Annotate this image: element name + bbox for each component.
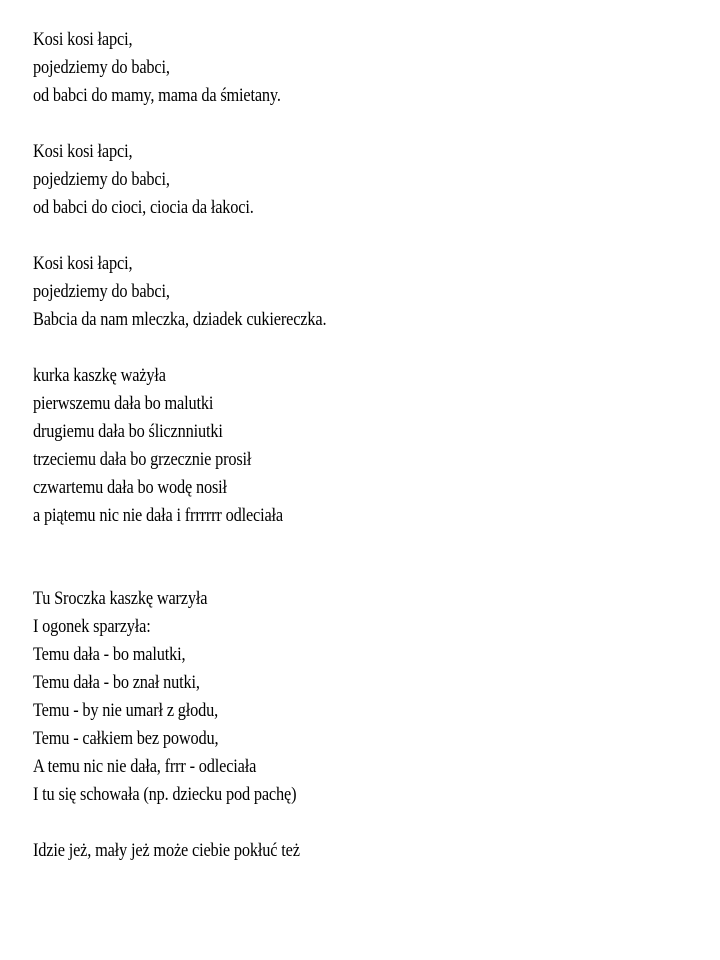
stanza-4-line-4: trzeciemu dała bo grzecznie prosił — [33, 449, 252, 470]
stanza-3-line-2: pojedziemy do babci, — [33, 281, 170, 302]
stanza-5-line-3: Temu dała - bo malutki, — [33, 644, 186, 665]
stanza-3-line-1: Kosi kosi łapci, — [33, 253, 133, 274]
stanza-5-line-4: Temu dała - bo znał nutki, — [33, 672, 200, 693]
stanza-1-line-1: Kosi kosi łapci, — [33, 29, 133, 50]
stanza-2-line-1: Kosi kosi łapci, — [33, 141, 133, 162]
stanza-6-line-1: Idzie jeż, mały jeż może ciebie pokłuć też — [33, 840, 300, 861]
stanza-5-line-2: I ogonek sparzyła: — [33, 616, 151, 637]
stanza-4-line-6: a piątemu nic nie dała i frrrrrr odleciała — [33, 505, 284, 526]
stanza-3-line-3: Babcia da nam mleczka, dziadek cukiereczka. — [33, 309, 327, 330]
stanza-2-line-3: od babci do cioci, ciocia da łakoci. — [33, 197, 254, 218]
stanza-2-line-2: pojedziemy do babci, — [33, 169, 170, 190]
stanza-5-line-6: Temu - całkiem bez powodu, — [33, 728, 219, 749]
stanza-5-line-1: Tu Sroczka kaszkę warzyła — [33, 588, 208, 609]
stanza-5-line-5: Temu - by nie umarł z głodu, — [33, 700, 219, 721]
stanza-4-line-1: kurka kaszkę ważyła — [33, 365, 166, 386]
stanza-4-line-2: pierwszemu dała bo malutki — [33, 393, 214, 414]
stanza-5-line-7: A temu nic nie dała, frrr - odleciała — [33, 756, 257, 777]
stanza-1-line-2: pojedziemy do babci, — [33, 57, 170, 78]
stanza-1-line-3: od babci do mamy, mama da śmietany. — [33, 85, 281, 106]
stanza-4-line-5: czwartemu dała bo wodę nosił — [33, 477, 227, 498]
stanza-4-line-3: drugiemu dała bo ślicznniutki — [33, 421, 223, 442]
stanza-5-line-8: I tu się schowała (np. dziecku pod pachę) — [33, 784, 297, 805]
